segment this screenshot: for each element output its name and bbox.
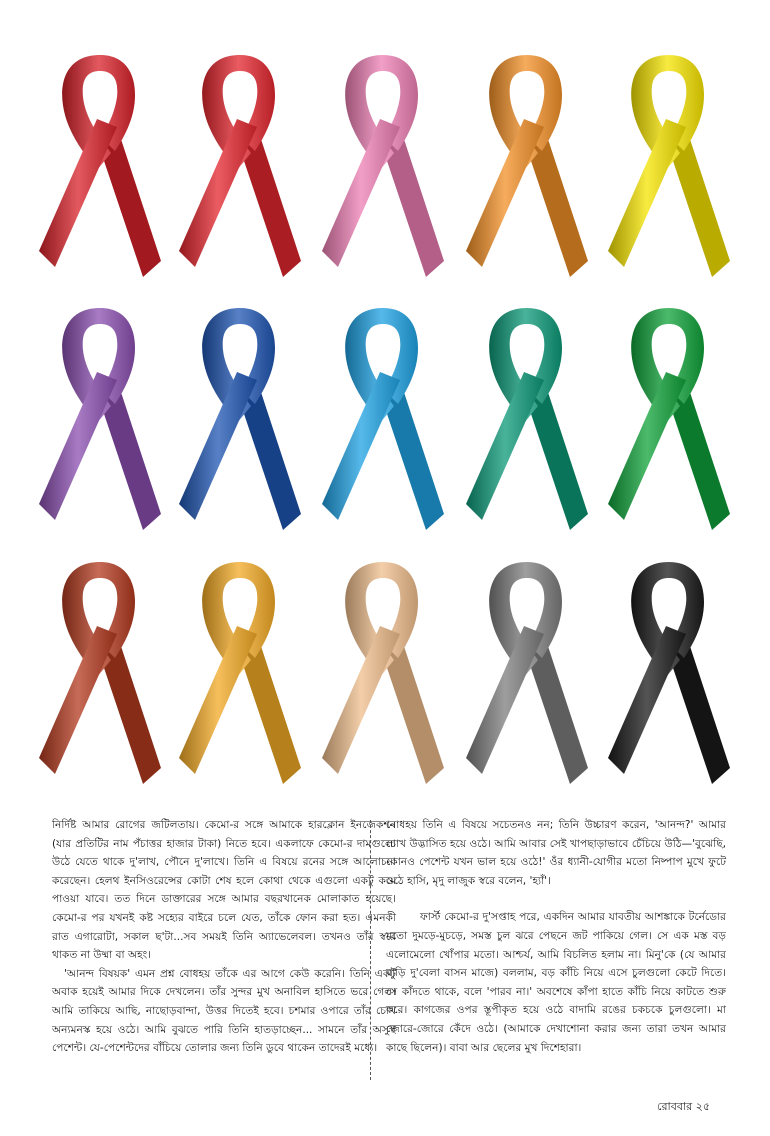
article-paragraph: নির্দিষ্ট আমার রোগের জটিলতায়। কেমো-র সঙ্গে আমাকে হারক্লোন ইনজেকশন (যার প্রতিটির নাম পঁচাত্তর হাজার টাকা) নিতে হবে। একলাফে কেমো-র দামগুলো উঠে যেতে থাকে দু'লাখ, পৌনে দু'লাখে। তিনি এ বিষয়ে রনের সঙ্গে আলোচনা করেছেন। হেলথ ইনসিওরেন্সের কোটা শেষ হলে কোথা থেকে এগুলো একটু কমে পাওয়া যাবে। তত দিনে ডাক্তারের সঙ্গে আমার বছরখানেক মোলাকাত হয়েছে। কেমো-র পর যখনই কষ্ট সহ্যের বাইরে চলে যেত, তাঁকে ফোন করা হত। এমনকী রাত এগারোটা, সকাল ছ'টা...সব সময়ই তিনি অ্যাভেলেবল। তখনও তাঁর স্বরে থাকত না উষ্মা বা অহং। xyxy=(52,819,396,962)
article-column-left xyxy=(52,816,396,1058)
green-ribbon xyxy=(604,298,734,538)
article-paragraph: বোধহয় তিনি এ বিষয়ে সচেতনও নন; তিনি উচ্চারণ করেন, 'আনন্দ?' আমার চোখ উদ্ভাসিত হয়ে ওঠে। আমি আবার সেই খাপছাড়াভাবে চেঁচিয়ে উঠি—'বুঝেছি, কোনও পেশেন্ট যখন ভাল হয়ে ওঠে!' ওঁর ধ্যানী-যোগীর মতো নিষ্পাপ মুখে ফুটে ওঠে হাসি, মৃদু লাজুক স্বরে বলেন, 'হ্যাঁ'। xyxy=(386,819,726,887)
light-blue-ribbon xyxy=(318,298,448,538)
article-paragraph: ফার্স্ট কেমো-র দু'সপ্তাহ পরে, একদিন আমার যাবতীয় আশঙ্কাকে টর্নেডোর মতো দুমড়ে-মুচড়ে, সমস্ত চুল ঝরে পেছনে জট পাকিয়ে গেল। সে এক মস্ত বড় এলোমেলো খোঁপার মতো। আশ্চর্য, আমি বিচলিত হলাম না। মিনু'কে (যে আমার বাড়ি দু'বেলা বাসন মাজে) বললাম, বড় কাঁচি নিয়ে এসে চুলগুলো কেটে দিতে। সে কাঁদতে থাকে, বলে 'পারব না।' অবশেষে কাঁপা হাতে কাঁচি নিয়ে কাটতে শুরু করে। কাগজের ওপর স্তূপীকৃত হয়ে ওঠে বাদামি রঙের চকচকে চুলগুলো। মা জোরে-জোরে কেঁদে ওঠে। (আমাকে দেখাশোনা করার জন্য তারা তখন আমার কাছে ছিলেন)। বাবা আর ছেলের মুখ দিশেহারা। xyxy=(386,911,726,1054)
gold-ribbon xyxy=(175,552,305,792)
yellow-ribbon xyxy=(604,45,734,285)
article-paragraph: 'আনন্দ বিষয়ক' এমন প্রশ্ন বোধহয় তাঁকে এর আগে কেউ করেনি। তিনি একটু অবাক হয়েই আমার দিকে দেখলেন। তাঁর সুন্দর মুখ অনাবিল হাসিতে ভরে গেল। আমি তাকিয়ে আছি, নাছোড়বান্দা, উত্তর দিতেই হবে। চশমার ওপারে তাঁর চোখ অন্যমনস্ক হয়ে ওঠে। আমি বুঝতে পারি তিনি হাতড়াচ্ছেন... সামনে তাঁর অসুস্থ পেশেন্ট। যে-পেশেন্টদের বাঁচিয়ে তোলার জন্য তিনি ডুবে থাকেন তাদেরই মধ্যে। xyxy=(52,967,396,1055)
red-ribbon xyxy=(35,45,165,285)
article-column-right xyxy=(386,816,726,1057)
orange-ribbon xyxy=(462,45,592,285)
purple-ribbon xyxy=(35,298,165,538)
teal-ribbon xyxy=(462,298,592,538)
rust-ribbon xyxy=(35,552,165,792)
grey-ribbon xyxy=(462,552,592,792)
page-footer: রোববার ২৫ xyxy=(657,1100,710,1113)
blue-ribbon xyxy=(175,298,305,538)
peach-ribbon xyxy=(318,552,448,792)
black-ribbon xyxy=(604,552,734,792)
pink-ribbon xyxy=(318,45,448,285)
column-divider xyxy=(370,820,371,1080)
red-ribbon-2 xyxy=(175,45,305,285)
